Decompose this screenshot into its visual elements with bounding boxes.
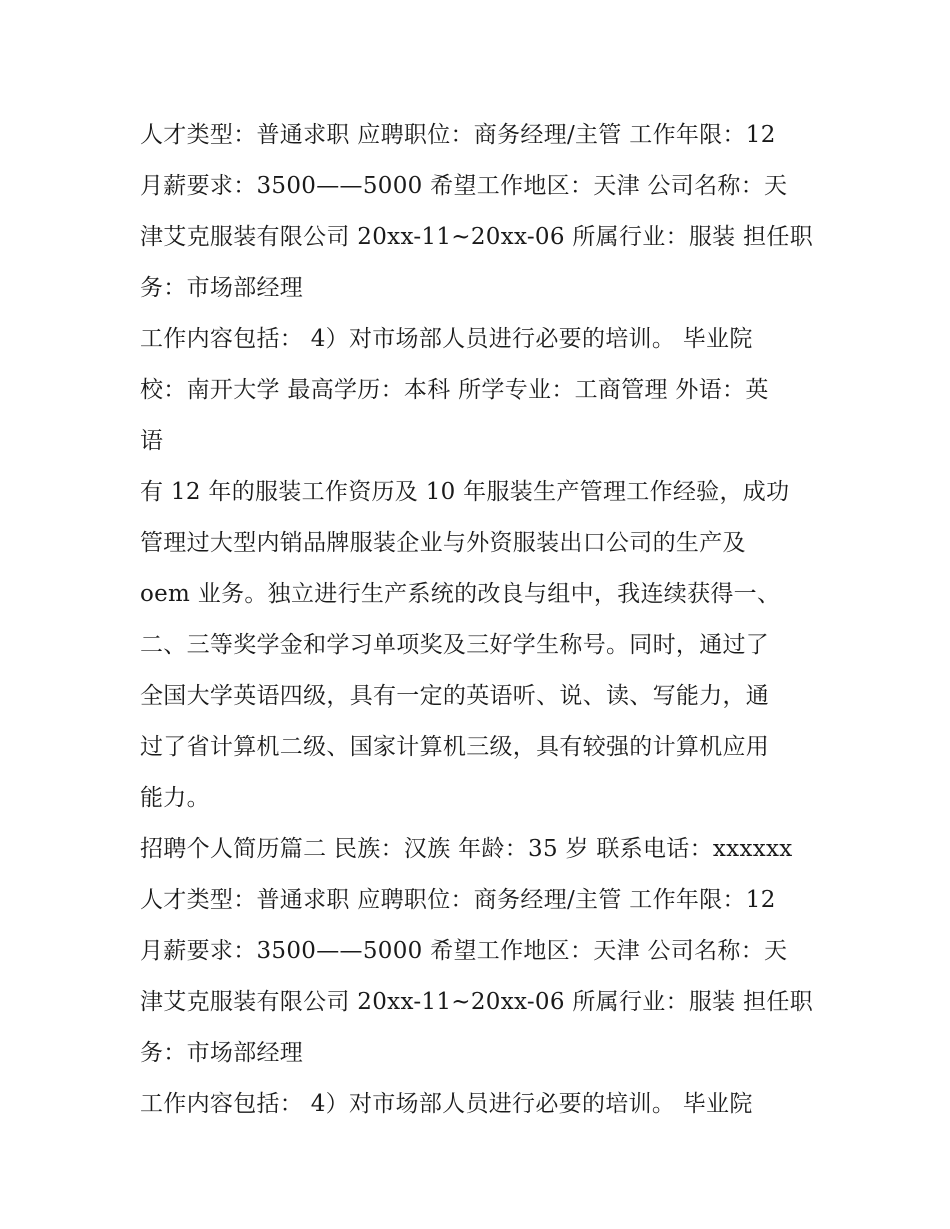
text-line: 务：市场部经理	[140, 1040, 304, 1066]
text-line: 全国大学英语四级，具有一定的英语听、说、读、写能力，通	[140, 683, 770, 709]
text-line: 校：南开大学 最高学历：本科 所学专业：工商管理 外语：英	[140, 377, 769, 403]
text-line: 二、三等奖学金和学习单项奖及三好学生称号。同时，通过了	[140, 632, 770, 658]
text-line: 月薪要求：3500——5000 希望工作地区：天津 公司名称：天	[140, 938, 788, 964]
document-body	[140, 110, 820, 1130]
text-line: 工作内容包括： 4）对市场部人员进行必要的培训。 毕业院	[140, 1091, 753, 1117]
text-line: 人才类型：普通求职 应聘职位：商务经理/主管 工作年限：12	[140, 122, 776, 148]
text-line: 月薪要求：3500——5000 希望工作地区：天津 公司名称：天	[140, 173, 788, 199]
text-line: 津艾克服装有限公司 20xx-11~20xx-06 所属行业：服装 担任职	[140, 989, 813, 1015]
text-line: 招聘个人简历篇二 民族：汉族 年龄：35 岁 联系电话：xxxxxx	[140, 836, 793, 862]
text-line: 语	[140, 428, 164, 454]
text-line: 有 12 年的服装工作资历及 10 年服装生产管理工作经验，成功	[140, 479, 790, 505]
text-line: 津艾克服装有限公司 20xx-11~20xx-06 所属行业：服装 担任职	[140, 224, 813, 250]
text-line: 管理过大型内销品牌服装企业与外资服装出口公司的生产及	[140, 530, 746, 556]
text-line: 能力。	[140, 785, 210, 811]
text-line: 工作内容包括： 4）对市场部人员进行必要的培训。 毕业院	[140, 326, 753, 352]
text-line: oem 业务。独立进行生产系统的改良与组中，我连续获得一、	[140, 581, 781, 607]
text-line: 人才类型：普通求职 应聘职位：商务经理/主管 工作年限：12	[140, 887, 776, 913]
text-line: 务：市场部经理	[140, 275, 304, 301]
text-line: 过了省计算机二级、国家计算机三级，具有较强的计算机应用	[140, 734, 770, 760]
